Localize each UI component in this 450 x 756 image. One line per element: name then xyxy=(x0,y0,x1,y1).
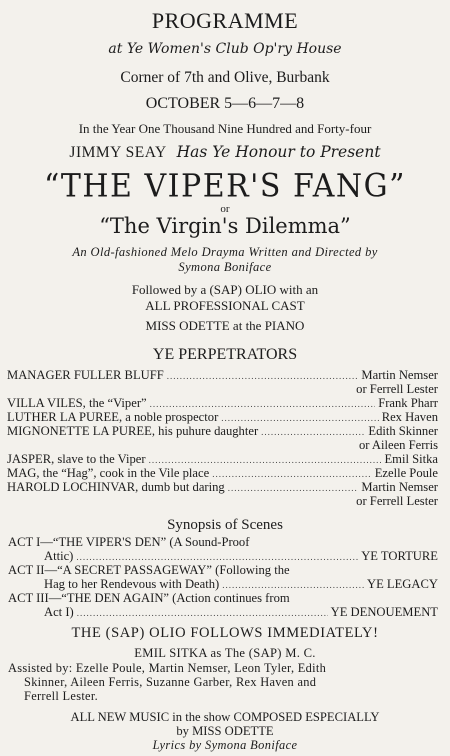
act-line: ACT III—“THE DEN AGAIN” (Action continues from xyxy=(8,591,290,605)
act-line: ACT I—“THE VIPER'S DEN” (A Sound-Proof xyxy=(8,535,250,549)
olio-heading: THE (SAP) OLIO FOLLOWS IMMEDIATELY! xyxy=(71,625,379,641)
description-line-2: Symona Boniface xyxy=(178,260,272,274)
presenter-phrase: Has Ye Honour to Present xyxy=(176,143,381,161)
presenter-line xyxy=(0,143,450,162)
cast-row: MANAGER FULLER BLUFF ..... Martin Nemser xyxy=(7,368,438,382)
cast-row: HAROLD LOCHINVAR, dumb but daring ..... Martin Nemser xyxy=(7,480,438,494)
act-scene-row: Attic) ..... YE TORTURE xyxy=(8,549,438,563)
address-line: Corner of 7th and Olive, Burbank xyxy=(120,69,330,86)
act-scene-row: Hag to her Rendevous with Death) ..... YE LEGACY xyxy=(8,577,438,591)
cast-heading: YE PERPETRATORS xyxy=(152,346,298,363)
programme-title: PROGRAMME xyxy=(151,8,299,33)
or-line: or xyxy=(220,203,230,215)
synopsis-heading: Synopsis of Scenes xyxy=(167,517,283,533)
dates-line: OCTOBER 5—6—7—8 xyxy=(145,95,305,112)
olio-mc: EMIL SITKA as The (SAP) M. C. xyxy=(134,646,316,660)
cast-row: JASPER, slave to the Viper ..... Emil Sitka xyxy=(7,452,438,466)
olio-assisted-2: Skinner, Aileen Ferris, Suzanne Garber, Rex Haven and xyxy=(24,675,317,689)
cast-row: MIGNONETTE LA PUREE, his puhure daughter ..... Edith Skinner xyxy=(7,424,438,438)
cast-alt-actor: or Ferrell Lester xyxy=(356,382,438,396)
piano-line: MISS ODETTE at the PIANO xyxy=(145,318,305,333)
lyrics-line: Lyrics by Symona Boniface xyxy=(152,738,298,752)
followed-line-1: Followed by a (SAP) OLIO with an xyxy=(131,282,319,297)
music-line-1: ALL NEW MUSIC in the show COMPOSED ESPECIALLY xyxy=(70,710,380,724)
followed-line-2: ALL PROFESSIONAL CAST xyxy=(145,298,305,313)
cast-alt-actor: or Aileen Ferris xyxy=(358,438,438,452)
act-scene-row: Act I) ..... YE DENOUEMENT xyxy=(8,605,438,619)
music-line-2: by MISS ODETTE xyxy=(176,724,274,738)
act-line: ACT II—“A SECRET PASSAGEWAY” (Following the xyxy=(8,563,290,577)
cast-row: VILLA VILES, the “Viper” ..... Frank Pharr xyxy=(7,396,438,410)
presenter-name: JIMMY SEAY xyxy=(69,144,167,161)
description-line-1: An Old-fashioned Melo Drayma Written and Directed by xyxy=(72,245,378,259)
cast-alt-actor: or Ferrell Lester xyxy=(356,494,438,508)
cast-row: LUTHER LA PUREE, a noble prospector ..... Rex Haven xyxy=(7,410,438,424)
play-subtitle: “The Virgin's Dilemma” xyxy=(99,214,351,238)
olio-assisted-3: Ferrell Lester. xyxy=(24,689,98,703)
cast-row: MAG, the “Hag”, cook in the Vile place ..... Ezelle Poule xyxy=(7,466,438,480)
venue-line: at Ye Women's Club Op'ry House xyxy=(108,41,342,57)
cast-list xyxy=(7,368,438,508)
play-title: “THE VIPER'S FANG” xyxy=(44,168,406,205)
year-line: In the Year One Thousand Nine Hundred and Forty-four xyxy=(78,121,372,136)
olio-assisted-1: Assisted by: Ezelle Poule, Martin Nemser, Leon Tyler, Edith xyxy=(8,661,327,675)
synopsis-acts xyxy=(8,535,438,619)
